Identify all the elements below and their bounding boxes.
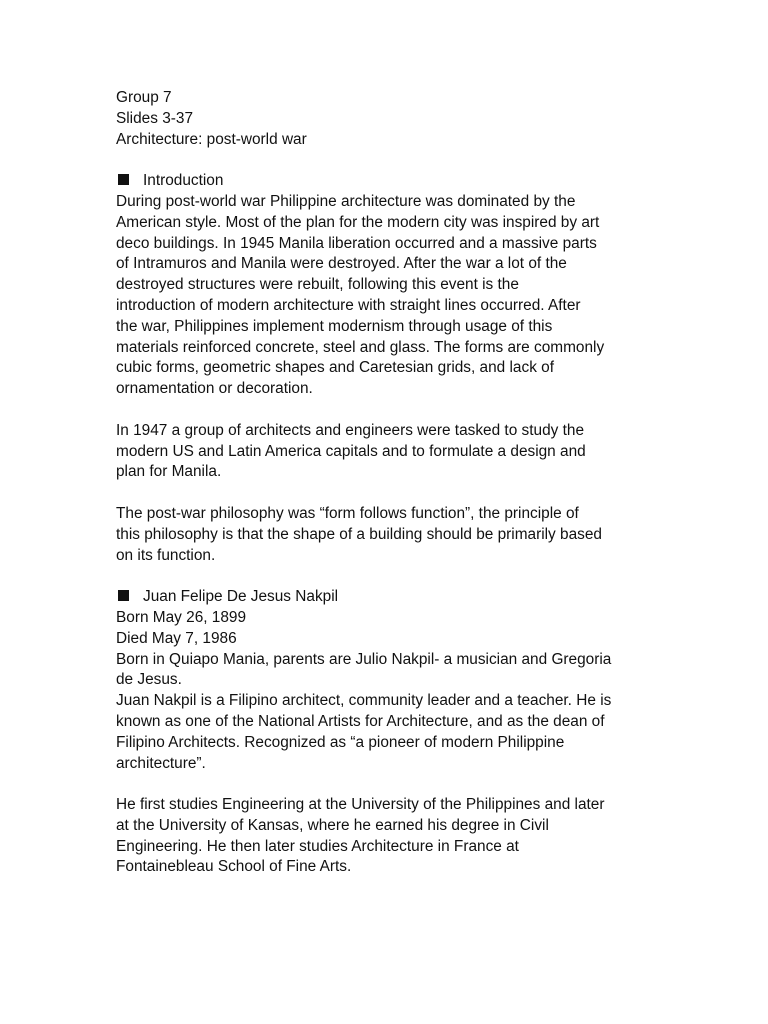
died-date: Died May 7, 1986 [116, 629, 237, 647]
text-line: Engineering. He then later studies Architecture in France at [116, 837, 519, 855]
introduction-heading-text: Introduction [143, 172, 224, 190]
text-line: the war, Philippines implement modernism through usage of this [116, 317, 553, 335]
text-line: architecture”. [116, 754, 206, 772]
text-line: Juan Nakpil is a Filipino architect, community leader and a teacher. He is [116, 692, 612, 710]
text-line: destroyed structures were rebuilt, following this event is the [116, 276, 519, 294]
text-line: introduction of modern architecture with straight lines occurred. After [116, 296, 581, 314]
nakpil-heading [116, 587, 656, 608]
text-line: Born in Quiapo Mania, parents are Julio Nakpil- a musician and Gregoria [116, 650, 612, 668]
text-line: Fontainebleau School of Fine Arts. [116, 858, 352, 876]
introduction-paragraph-2 [116, 421, 656, 483]
text-line: The post-war philosophy was “form follows function”, the principle of [116, 504, 579, 522]
text-line: known as one of the National Artists for Architecture, and as the dean of [116, 712, 605, 730]
text-line: During post-world war Philippine architecture was dominated by the [116, 192, 576, 210]
text-line: ornamentation or decoration. [116, 380, 313, 398]
spacer [116, 400, 656, 421]
spacer [116, 566, 656, 587]
text-line: plan for Manila. [116, 463, 222, 481]
spacer [116, 483, 656, 504]
nakpil-education [116, 795, 656, 878]
group-label: Group 7 [116, 89, 172, 106]
text-line: deco buildings. In 1945 Manila liberation occurred and a massive parts [116, 234, 597, 252]
document-body [116, 88, 656, 878]
text-line: this philosophy is that the shape of a building should be primarily based [116, 525, 602, 543]
introduction-heading [116, 171, 656, 192]
introduction-paragraph-1 [116, 192, 656, 400]
square-bullet-icon [118, 174, 129, 185]
text-line: on its function. [116, 546, 216, 564]
text-line: de Jesus. [116, 671, 182, 689]
born-date: Born May 26, 1899 [116, 608, 247, 626]
text-line: modern US and Latin America capitals and to formulate a design and [116, 442, 586, 460]
spacer [116, 150, 656, 171]
nakpil-heading-text: Juan Felipe De Jesus Nakpil [143, 588, 339, 606]
text-line: of Intramuros and Manila were destroyed. After the war a lot of the [116, 255, 567, 273]
text-line: cubic forms, geometric shapes and Caretesian grids, and lack of [116, 359, 554, 377]
text-line: Filipino Architects. Recognized as “a pioneer of modern Philippine [116, 733, 565, 751]
introduction-paragraph-3 [116, 504, 656, 566]
spacer [116, 774, 656, 795]
topic-label: Architecture: post-world war [116, 130, 307, 148]
text-line: He first studies Engineering at the University of the Philippines and later [116, 796, 605, 814]
nakpil-birthplace [116, 650, 656, 692]
text-line: materials reinforced concrete, steel and glass. The forms are commonly [116, 338, 605, 356]
square-bullet-icon [118, 590, 129, 601]
text-line: American style. Most of the plan for the modern city was inspired by art [116, 213, 600, 231]
text-line: at the University of Kansas, where he earned his degree in Civil [116, 816, 549, 834]
text-line: In 1947 a group of architects and engineers were tasked to study the [116, 421, 585, 439]
nakpil-bio [116, 691, 656, 774]
slides-label: Slides 3-37 [116, 109, 193, 127]
